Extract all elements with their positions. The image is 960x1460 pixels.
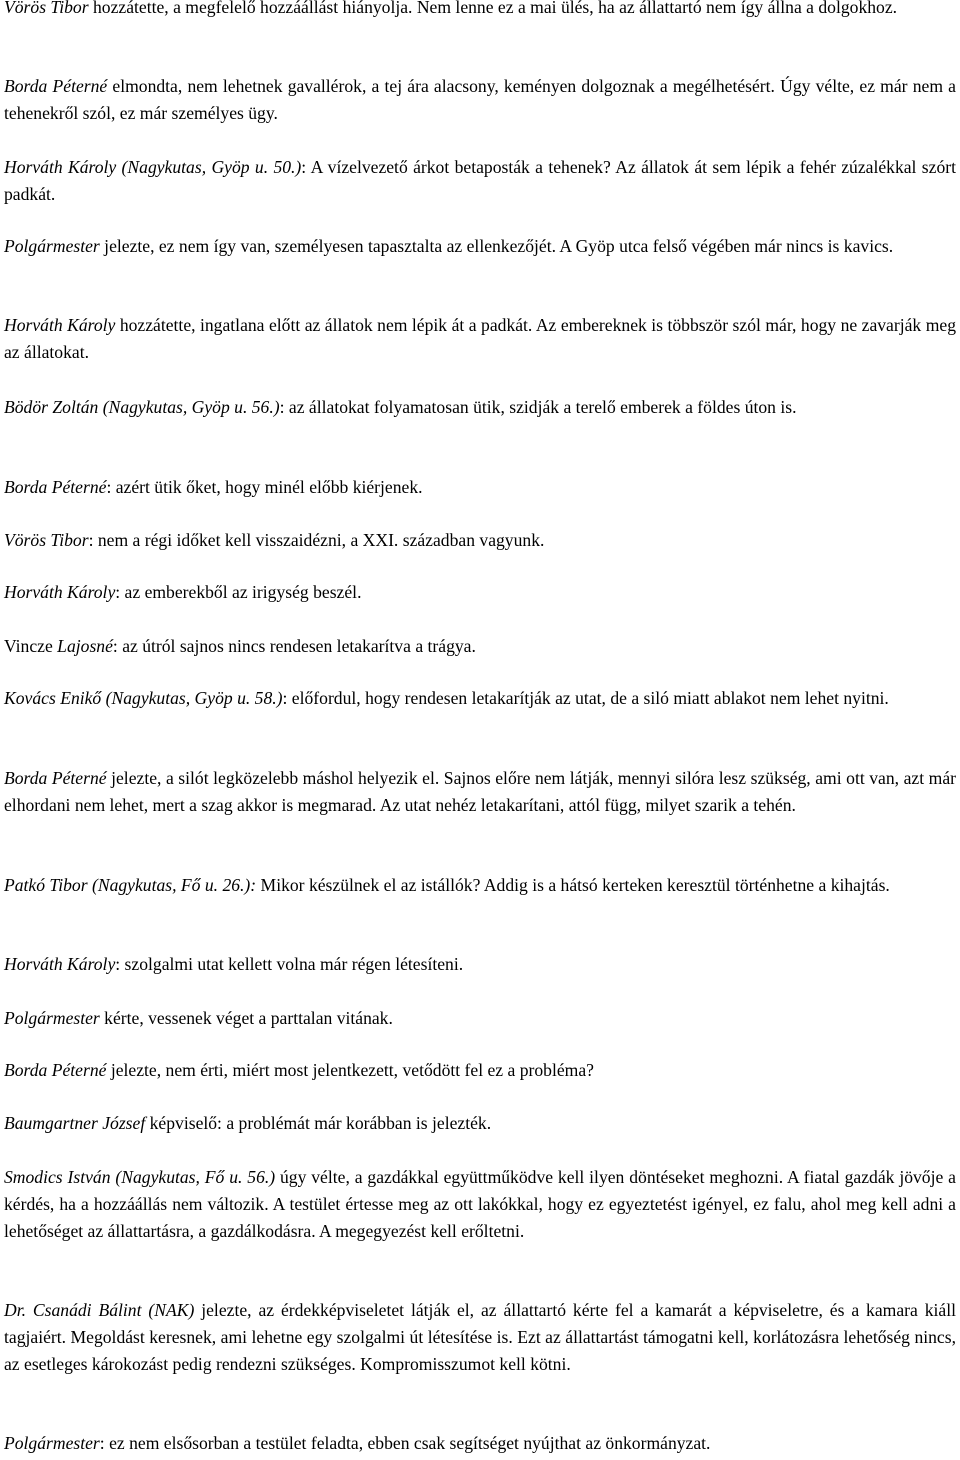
paragraph-text: : azért ütik őket, hogy minél előbb kiérjenek. bbox=[106, 477, 423, 497]
speaker-name: Polgármester bbox=[4, 236, 100, 256]
paragraph-text: : az emberekből az irigység beszél. bbox=[115, 582, 362, 602]
speaker-name: Horváth Károly bbox=[4, 315, 116, 335]
paragraph-16 bbox=[4, 1057, 956, 1084]
speaker-name: Dr. Csanádi Bálint (NAK) bbox=[4, 1300, 195, 1320]
speaker-name: Borda Péterné bbox=[4, 768, 107, 788]
speaker-name: Borda Péterné bbox=[4, 1060, 107, 1080]
speaker-name: Vörös Tibor bbox=[4, 0, 89, 17]
paragraph-5 bbox=[4, 312, 956, 366]
paragraph-text: : A vízelvezető árkot betaposták a tehenek? Az állatok át sem lépik a fehér zúzalékkal szórt padkát. bbox=[4, 157, 956, 204]
paragraph-text: Mikor készülnek el az istállók? Addig is a hátsó kerteken keresztül történhetne a kihajtás. bbox=[256, 875, 890, 895]
speaker-name: Vörös Tibor bbox=[4, 530, 89, 550]
paragraph-9 bbox=[4, 579, 956, 606]
paragraph-15 bbox=[4, 1005, 956, 1032]
paragraph-19 bbox=[4, 1297, 956, 1378]
paragraph-7 bbox=[4, 474, 956, 501]
paragraph-text: hozzátette, ingatlana előtt az állatok nem lépik át a padkát. Az embereknek is többször szól már, hogy ne zavarják meg az állatokat. bbox=[4, 315, 956, 362]
paragraph-6 bbox=[4, 394, 956, 421]
paragraph-8 bbox=[4, 527, 956, 554]
paragraph-text: képviselő: a problémát már korábban is jelezték. bbox=[145, 1113, 492, 1133]
speaker-name: Patkó Tibor (Nagykutas, Fő u. 26.): bbox=[4, 875, 257, 895]
paragraph-text: kérte, vessenek véget a parttalan vitának. bbox=[99, 1008, 393, 1028]
speaker-name: Polgármester bbox=[4, 1008, 100, 1028]
paragraph-12 bbox=[4, 765, 956, 819]
paragraph-13 bbox=[4, 872, 956, 899]
paragraph-text: elmondta, nem lehetnek gavallérok, a tej ára alacsony, keményen dolgoznak a megélhetésért. Úgy vélte, ez már nem a tehenekről szól, ez már személyes ügy. bbox=[4, 76, 956, 123]
paragraph-text: : az állatokat folyamatosan ütik, szidják a terelő emberek a földes úton is. bbox=[279, 397, 797, 417]
paragraph-10 bbox=[4, 633, 956, 660]
paragraph-text: : előfordul, hogy rendesen letakarítják az utat, de a siló miatt ablakot nem lehet nyitni. bbox=[282, 688, 889, 708]
paragraph-3 bbox=[4, 154, 956, 208]
paragraph-text: jelezte, a silót legközelebb máshol helyezik el. Sajnos előre nem látják, mennyi silóra lesz szükség, ami ott van, azt már elhordani nem lehet, mert a szag akkor is megmarad. Az utat nehéz letakarítani, attól függ, milyet szarik a tehén. bbox=[4, 768, 956, 815]
speaker-name: Polgármester bbox=[4, 1433, 100, 1453]
speaker-name: Horváth Károly bbox=[4, 582, 116, 602]
speaker-name: Smodics István (Nagykutas, Fő u. 56.) bbox=[4, 1167, 276, 1187]
paragraph-text: hozzátette, a megfelelő hozzáállást hiányolja. Nem lenne ez a mai ülés, ha az állattartó nem így állna a dolgokhoz. bbox=[88, 0, 898, 17]
paragraph-4 bbox=[4, 233, 956, 260]
speaker-name: Horváth Károly bbox=[4, 954, 116, 974]
paragraph-text: jelezte, ez nem így van, személyesen tapasztalta az ellenkezőjét. A Gyöp utca felső végében már nincs is kavics. bbox=[99, 236, 894, 256]
paragraph-text: úgy vélte, a gazdákkal együttműködve kell ilyen döntéseket meghozni. A fiatal gazdák jövője a kérdés, ha a hozzáállás nem változik. A testület értesse meg az ott lakókkal, hogy ez egyeztetést igényel, ez falu, ahol meg kell adni a lehetőséget az állattartásra, a gazdálkodásra. A megegyezést kell erőltetni. bbox=[4, 1167, 956, 1241]
paragraph-2 bbox=[4, 73, 956, 127]
speaker-name: Lajosné bbox=[57, 636, 113, 656]
speaker-name: Borda Péterné bbox=[4, 76, 108, 96]
speaker-prefix: Vincze bbox=[4, 636, 58, 656]
paragraph-1 bbox=[4, 0, 956, 21]
speaker-name: Borda Péterné bbox=[4, 477, 107, 497]
speaker-name: Bödör Zoltán (Nagykutas, Gyöp u. 56.) bbox=[4, 397, 280, 417]
paragraph-14 bbox=[4, 951, 956, 978]
paragraph-text: : az útról sajnos nincs rendesen letakarítva a trágya. bbox=[112, 636, 476, 656]
paragraph-20 bbox=[4, 1430, 956, 1457]
paragraph-text: : nem a régi időket kell visszaidézni, a XXI. században vagyunk. bbox=[88, 530, 545, 550]
paragraph-text: : ez nem elsősorban a testület feladta, ebben csak segítséget nyújthat az önkormányzat. bbox=[99, 1433, 711, 1453]
paragraph-text: jelezte, nem érti, miért most jelentkezett, vetődött fel ez a probléma? bbox=[106, 1060, 594, 1080]
paragraph-text: jelezte, az érdekképviseletet látják el, az állattartó kérte fel a kamarát a képviseletre, és a kamara kiáll tagjaiért. Megoldást keresnek, ami lehetne egy szolgalmi út létesítése is. Ezt az állattartást támogatni kell, korlátozásra lehetőség nincs, az esetleges károkozást pedig rendezni szükséges. Kompromisszumot kell kötni. bbox=[4, 1300, 956, 1374]
speaker-name: Horváth Károly (Nagykutas, Gyöp u. 50.) bbox=[4, 157, 302, 177]
speaker-name: Baumgartner József bbox=[4, 1113, 146, 1133]
paragraph-18 bbox=[4, 1164, 956, 1245]
paragraph-text: : szolgalmi utat kellett volna már régen létesíteni. bbox=[115, 954, 464, 974]
paragraph-17 bbox=[4, 1110, 956, 1137]
speaker-name: Kovács Enikő (Nagykutas, Gyöp u. 58.) bbox=[4, 688, 283, 708]
paragraph-11 bbox=[4, 685, 956, 712]
